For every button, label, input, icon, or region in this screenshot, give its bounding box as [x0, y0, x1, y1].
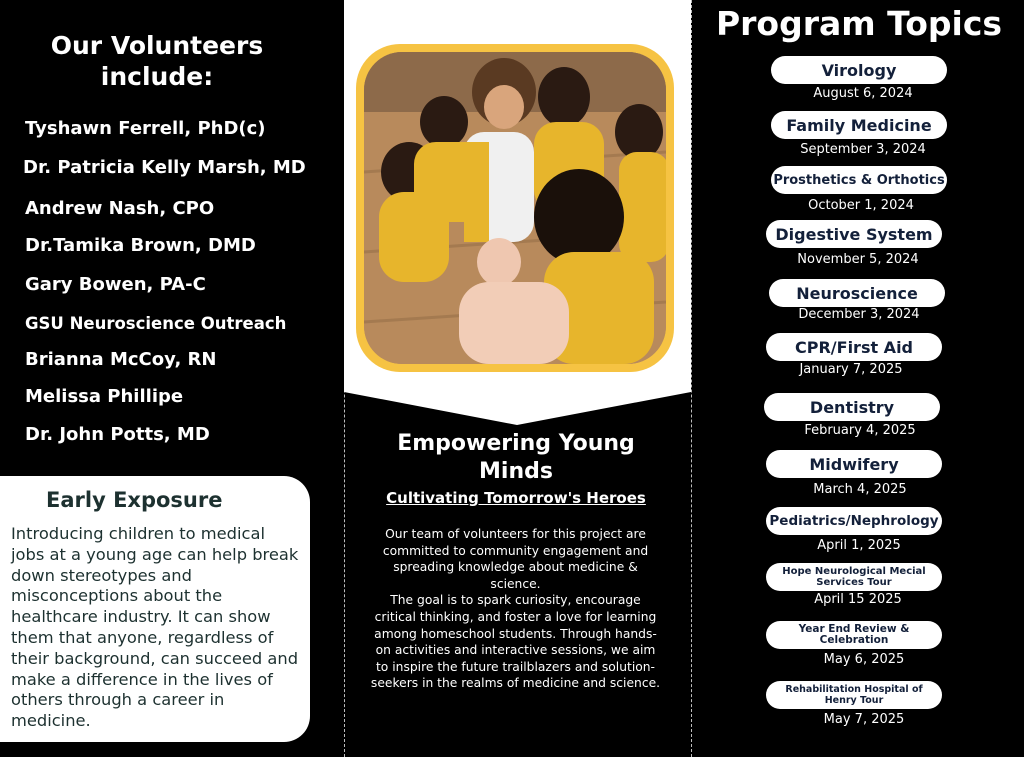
- middle-subtitle: Cultivating Tomorrow's Heroes: [386, 489, 646, 507]
- topic-date: March 4, 2025: [813, 482, 907, 497]
- topic-date: October 1, 2024: [808, 198, 914, 213]
- volunteer-name: Dr.Tamika Brown, DMD: [25, 235, 256, 256]
- topic-date: May 7, 2025: [823, 712, 905, 727]
- volunteer-name: GSU Neuroscience Outreach: [25, 314, 287, 333]
- middle-paragraph: Our team of volunteers for this project are committed to community engagement and spreading knowledge about medicine & science.: [382, 527, 649, 591]
- middle-body: [368, 526, 663, 692]
- topic-date: September 3, 2024: [800, 142, 926, 157]
- program-topics-title: Program Topics: [715, 4, 1003, 43]
- topic-pill: Year End Review & Celebration: [766, 621, 942, 649]
- topic-pill: Family Medicine: [771, 111, 947, 139]
- volunteer-name: Dr. Patricia Kelly Marsh, MD: [23, 157, 306, 178]
- children-cpr-photo: [364, 52, 666, 364]
- topic-pill: Virology: [771, 56, 947, 84]
- topic-date: December 3, 2024: [798, 307, 920, 322]
- topic-pill: CPR/First Aid: [766, 333, 942, 361]
- early-exposure-body: Introducing children to medical jobs at a young age can help break down stereotypes and misconceptions about the healthcare industry. It can show them that anyone, regardless of their background, can succeed and make a difference in the lives of others through a career in medicine.: [11, 524, 299, 731]
- topic-pill: Pediatrics/Nephrology: [766, 507, 942, 535]
- topic-pill: Dentistry: [764, 393, 940, 421]
- volunteer-name: Melissa Phillipe: [25, 386, 184, 407]
- volunteers-title: Our Volunteers include:: [50, 31, 264, 91]
- fold-line-right: [691, 0, 692, 757]
- volunteer-name: Tyshawn Ferrell, PhD(c): [25, 118, 266, 139]
- topic-date: April 15 2025: [814, 592, 902, 607]
- volunteer-name: Andrew Nash, CPO: [25, 198, 215, 219]
- volunteer-name: Gary Bowen, PA-C: [25, 274, 206, 295]
- topic-date: January 7, 2025: [799, 362, 903, 377]
- topic-pill: Rehabilitation Hospital of Henry Tour: [766, 681, 942, 709]
- topic-pill: Hope Neurological Mecial Services Tour: [766, 563, 942, 591]
- middle-paragraph: The goal is to spark curiosity, encourage critical thinking, and foster a love for learning among homeschool students. Through hands-on activities and interactive sessions, we aim to inspire the future trailblazers and solution-seekers in the realms of medicine and science.: [370, 593, 661, 691]
- early-exposure-title: Early Exposure: [46, 488, 223, 512]
- topic-date: November 5, 2024: [797, 252, 919, 267]
- topic-date: February 4, 2025: [804, 423, 916, 438]
- middle-title: Empowering Young Minds: [397, 431, 635, 484]
- topic-date: August 6, 2024: [813, 86, 913, 101]
- topic-pill: Prosthetics & Orthotics: [771, 166, 947, 194]
- volunteer-name: Dr. John Potts, MD: [25, 424, 210, 445]
- early-exposure-card: [0, 476, 310, 742]
- topic-pill: Digestive System: [766, 220, 942, 248]
- topic-date: May 6, 2025: [823, 652, 905, 667]
- topic-date: April 1, 2025: [817, 538, 901, 553]
- volunteer-name: Brianna McCoy, RN: [25, 349, 217, 370]
- topic-pill: Neuroscience: [769, 279, 945, 307]
- topic-pill: Midwifery: [766, 450, 942, 478]
